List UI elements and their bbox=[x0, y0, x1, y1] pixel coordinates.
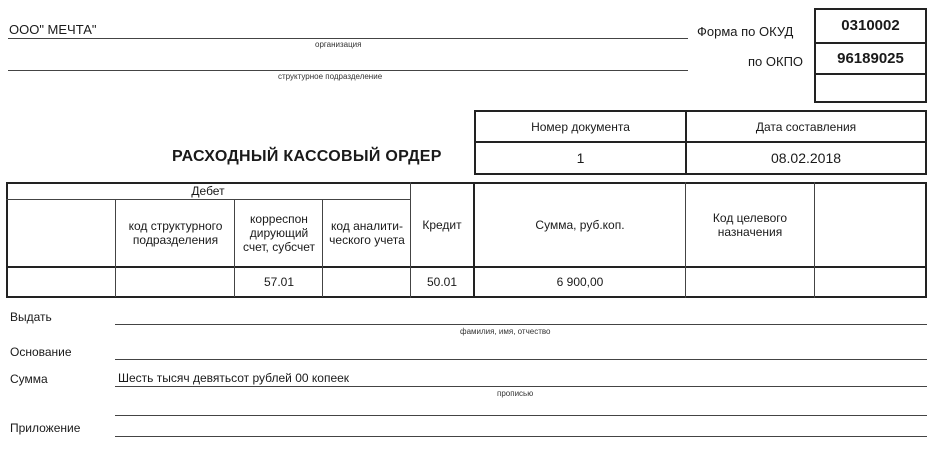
okpo-value: 96189025 bbox=[837, 49, 904, 67]
col-purpose-code: Код целевого назначения bbox=[712, 210, 788, 239]
organization-caption: организация bbox=[315, 40, 362, 49]
cell-purpose-code bbox=[686, 268, 814, 296]
issue-line[interactable] bbox=[115, 324, 927, 325]
debit-header-line bbox=[6, 199, 410, 200]
sum-label: Сумма bbox=[10, 372, 48, 386]
doc-date-label: Дата составления bbox=[755, 119, 857, 134]
sum-line-2[interactable] bbox=[115, 415, 927, 416]
col-divider-7 bbox=[814, 182, 815, 298]
document-title: РАСХОДНЫЙ КАССОВЫЙ ОРДЕР bbox=[172, 148, 442, 165]
issue-label: Выдать bbox=[10, 310, 52, 324]
subdivision-line bbox=[8, 70, 688, 71]
organization-line bbox=[8, 38, 688, 39]
cell-credit: 50.01 bbox=[426, 275, 458, 289]
okud-value: 0310002 bbox=[841, 17, 900, 34]
issue-caption: фамилия, имя, отчество bbox=[460, 327, 551, 336]
sum-caption: прописью bbox=[497, 389, 534, 398]
doc-number-label: Номер документа bbox=[531, 119, 630, 134]
col-analytic-code: код аналити- ческого учета bbox=[329, 219, 405, 247]
cell-sum: 6 900,00 bbox=[556, 275, 604, 289]
col-divider-3 bbox=[322, 199, 323, 297]
cell-subdivision-code bbox=[117, 268, 234, 296]
col-divider-1 bbox=[115, 199, 116, 297]
sum-line[interactable] bbox=[115, 386, 927, 387]
attachment-line[interactable] bbox=[115, 436, 927, 437]
okpo-label: по ОКПО bbox=[748, 54, 804, 69]
cell-corr-account: 57.01 bbox=[263, 275, 295, 289]
okud-label: Форма по ОКУД bbox=[697, 24, 794, 39]
attachment-label: Приложение bbox=[10, 421, 81, 435]
codes-divider-2 bbox=[814, 73, 927, 75]
col-corr-account: корреспон дирующий счет, субсчет bbox=[243, 212, 315, 254]
doc-number-value: 1 bbox=[576, 150, 585, 166]
col-divider-2 bbox=[234, 199, 235, 297]
sum-words: Шесть тысяч девятьсот рублей 00 копеек bbox=[118, 371, 350, 385]
col-subdivision-code: код структурного подразделения bbox=[128, 219, 223, 247]
col-credit: Кредит bbox=[422, 217, 462, 232]
col-sum: Сумма, руб.коп. bbox=[535, 217, 625, 232]
organization-name: ООО" МЕЧТА" bbox=[9, 22, 97, 37]
debit-header: Дебет bbox=[191, 184, 225, 198]
cell-blank bbox=[8, 268, 115, 296]
basis-label: Основание bbox=[10, 345, 72, 359]
subdivision-caption: структурное подразделение bbox=[278, 72, 383, 81]
basis-line[interactable] bbox=[115, 359, 927, 360]
cell-analytic-code bbox=[324, 268, 410, 296]
doc-date-value: 08.02.2018 bbox=[770, 150, 842, 166]
